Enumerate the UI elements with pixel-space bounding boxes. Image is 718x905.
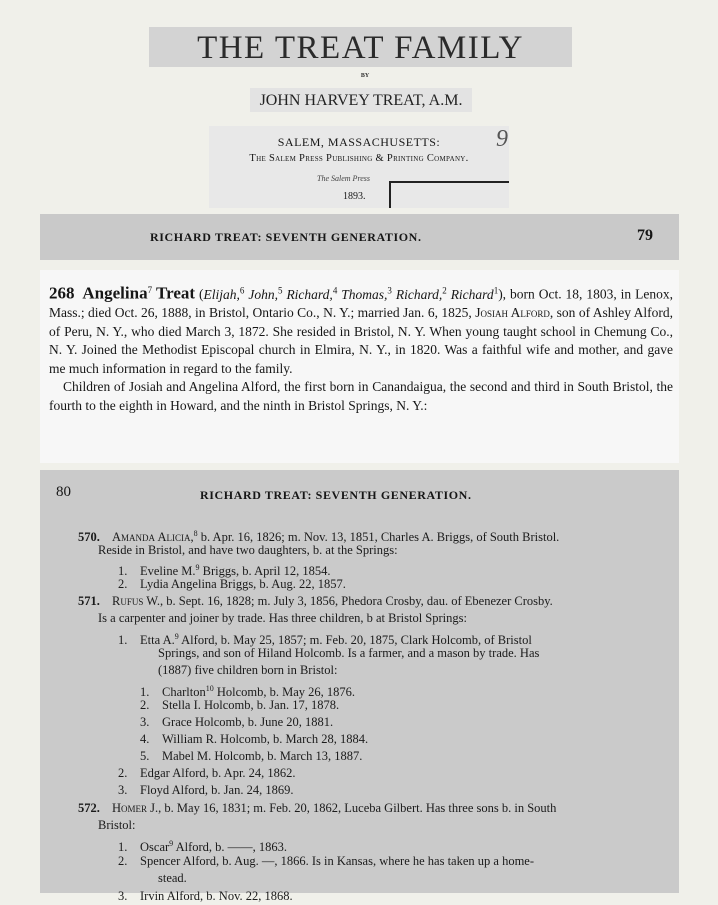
line-text: Floyd Alford, b. Jan. 24, 1869. bbox=[140, 783, 294, 797]
page-80 bbox=[40, 470, 679, 903]
line-text: Lydia Angelina Briggs, b. Aug. 22, 1857. bbox=[140, 577, 346, 591]
running-head: RICHARD TREAT: SEVENTH GENERATION. bbox=[200, 488, 472, 502]
line-text: Reside in Bristol, and have two daughters, b. at the Springs: bbox=[98, 543, 398, 557]
ancestor-generation: 1 bbox=[493, 285, 499, 295]
stamp-border-left bbox=[389, 181, 391, 208]
generation-sup: 9 bbox=[195, 563, 200, 572]
item-number: 2. bbox=[118, 854, 128, 868]
item-number: 2. bbox=[118, 766, 128, 780]
generation-sup: 8 bbox=[193, 529, 198, 538]
line-text: Charlton bbox=[162, 685, 206, 700]
list-item bbox=[158, 662, 337, 679]
bio-part-b: , son of Ashley Alford, of Peru, N. Y., who died March 3, 1872. She resided in Bristol, N. Y. When young taught school in Chemung Co., N. Y. Joined the Methodist Episcopal church in Elmira, N. Y., in 1820. Was a faithful wife and mother, and gave me much information in regard to the family. bbox=[49, 305, 674, 376]
item-number: 2. bbox=[140, 698, 150, 712]
press-mark: The Salem Press bbox=[317, 174, 371, 183]
children-intro: Children of Josiah and Angelina Alford, the first born in Canandaigua, the second and third in South Bristol, the fourth to the eighth in Howard, and the ninth in Bristol Springs, N. Y.: bbox=[49, 379, 673, 413]
line-text: Bristol: bbox=[98, 818, 136, 832]
entry-surname: Treat bbox=[156, 283, 196, 303]
item-number: 571. bbox=[78, 594, 100, 608]
line-text: Alford, b. ——, 1863. bbox=[173, 840, 288, 855]
generation-sup: 9 bbox=[169, 839, 174, 848]
ancestor-name: Thomas, bbox=[341, 286, 388, 302]
line-text: b. Sept. 16, 1828; m. July 3, 1856, Phedora Crosby, dau. of Ebenezer Crosby. bbox=[163, 594, 553, 608]
list-item bbox=[140, 748, 362, 765]
child-name: Homer J., bbox=[112, 801, 162, 815]
line-text: Irvin Alford, b. Nov. 22, 1868. bbox=[140, 889, 293, 903]
item-number: 3. bbox=[118, 889, 128, 903]
ancestor-generation: 6 bbox=[239, 285, 245, 295]
list-item bbox=[98, 610, 467, 627]
line-text: b. Apr. 16, 1826; m. Nov. 13, 1851, Charles A. Briggs, of South Bristol. bbox=[197, 530, 560, 545]
list-item bbox=[78, 800, 556, 817]
line-text: Springs, and son of Hiland Holcomb. Is a farmer, and a mason by trade. Has bbox=[158, 646, 540, 660]
entry-name: Angelina bbox=[82, 283, 148, 303]
angelina-entry bbox=[40, 270, 679, 463]
item-number: 2. bbox=[118, 577, 128, 591]
list-item bbox=[78, 593, 553, 610]
ancestor-name: John, bbox=[248, 286, 278, 302]
running-head: RICHARD TREAT: SEVENTH GENERATION. bbox=[150, 230, 422, 244]
line-text: Spencer Alford, b. Aug. —, 1866. Is in Kansas, where he has taken up a home- bbox=[140, 854, 535, 868]
generation-sup: 7 bbox=[147, 285, 153, 295]
page-number: 80 bbox=[56, 484, 71, 500]
item-number: 3. bbox=[140, 715, 150, 729]
page-79-header bbox=[40, 214, 679, 260]
list-item bbox=[118, 782, 293, 799]
lineage bbox=[204, 287, 499, 302]
line-text: Stella I. Holcomb, b. Jan. 17, 1878. bbox=[162, 698, 340, 712]
list-item bbox=[140, 714, 333, 731]
list-item bbox=[140, 697, 339, 714]
item-number: 5. bbox=[140, 749, 150, 763]
line-text: Alford, b. May 25, 1857; m. Feb. 20, 1875, Clark Holcomb, of Bristol bbox=[178, 633, 532, 648]
line-text: Is a carpenter and joiner by trade. Has three children, b at Bristol Springs: bbox=[98, 611, 467, 625]
list-item bbox=[118, 888, 293, 905]
line-text: Mabel M. Holcomb, b. March 13, 1887. bbox=[162, 749, 363, 763]
ancestor-generation: 5 bbox=[277, 285, 283, 295]
list-item bbox=[98, 817, 136, 834]
page-number: 79 bbox=[637, 227, 653, 244]
entry-number: 268 bbox=[49, 283, 75, 303]
publication-year: 1893. bbox=[343, 191, 366, 202]
line-text: (1887) five children born in Bristol: bbox=[158, 663, 338, 677]
ancestor-generation: 3 bbox=[387, 285, 392, 295]
line-text: Holcomb, b. May 26, 1876. bbox=[213, 685, 356, 700]
ancestor-generation: 2 bbox=[442, 285, 447, 295]
line-text: Grace Holcomb, b. June 20, 1881. bbox=[162, 715, 334, 729]
spouse-name: Josiah Alford bbox=[475, 305, 550, 320]
item-number: 572. bbox=[78, 801, 100, 815]
list-item bbox=[98, 542, 398, 559]
list-item bbox=[140, 731, 368, 748]
publisher-city: SALEM, MASSACHUSETTS: bbox=[277, 135, 441, 149]
ancestor-generation: 4 bbox=[332, 285, 338, 295]
list-item bbox=[118, 765, 296, 782]
child-name: Amanda Alicia, bbox=[112, 530, 194, 545]
list-item bbox=[118, 576, 346, 593]
line-text: Briggs, b. April 12, 1854. bbox=[199, 564, 331, 579]
item-number: 1. bbox=[140, 685, 150, 700]
stamp-border-top bbox=[389, 181, 509, 183]
author-name: JOHN HARVEY TREAT, A.M. bbox=[250, 88, 472, 112]
publisher-name: The Salem Press Publishing & Printing Company. bbox=[249, 153, 469, 164]
line-text: Edgar Alford, b. Apr. 24, 1862. bbox=[140, 766, 296, 780]
line-text: stead. bbox=[158, 871, 187, 885]
item-number: 1. bbox=[118, 840, 128, 855]
ancestor-name: Richard bbox=[450, 286, 494, 302]
list-item bbox=[118, 853, 534, 870]
ancestor-name: Richard, bbox=[286, 286, 333, 302]
angelina-text bbox=[49, 281, 673, 415]
list-item bbox=[158, 645, 539, 662]
item-number: 3. bbox=[118, 783, 128, 797]
line-text: Oscar bbox=[140, 840, 170, 855]
generation-sup: 10 bbox=[205, 684, 214, 693]
ancestor-name: Richard, bbox=[395, 286, 443, 302]
by-line: BY bbox=[360, 73, 370, 79]
line-text: b. May 16, 1831; m. Feb. 20, 1862, Luceba Gilbert. Has three sons b. in South bbox=[161, 801, 557, 815]
lineage-close: ), bbox=[498, 286, 507, 302]
item-number: 1. bbox=[118, 633, 128, 648]
bio-part-a: born Oct. 18, 1803, in Lenox, Mass.; died Oct. 26, 1888, in Bristol, Ontario Co., N. Y.; married Jan. 6, 1825, bbox=[49, 286, 674, 320]
line-text: William R. Holcomb, b. March 28, 1884. bbox=[162, 732, 369, 746]
ancestor-name: Elijah, bbox=[203, 286, 240, 302]
list-item bbox=[158, 870, 187, 887]
line-text: Etta A. bbox=[140, 633, 175, 648]
line-text: Eveline M. bbox=[140, 564, 196, 579]
item-number: 570. bbox=[78, 530, 100, 545]
lineage-open: ( bbox=[199, 286, 204, 302]
child-name: Rufus W., bbox=[112, 594, 164, 608]
handwritten-mark: 9 bbox=[496, 126, 508, 152]
item-number: 1. bbox=[118, 564, 128, 579]
generation-sup: 9 bbox=[174, 632, 179, 641]
item-number: 4. bbox=[140, 732, 150, 746]
publisher-clipping bbox=[209, 126, 509, 208]
book-title: THE TREAT FAMILY bbox=[149, 27, 572, 67]
